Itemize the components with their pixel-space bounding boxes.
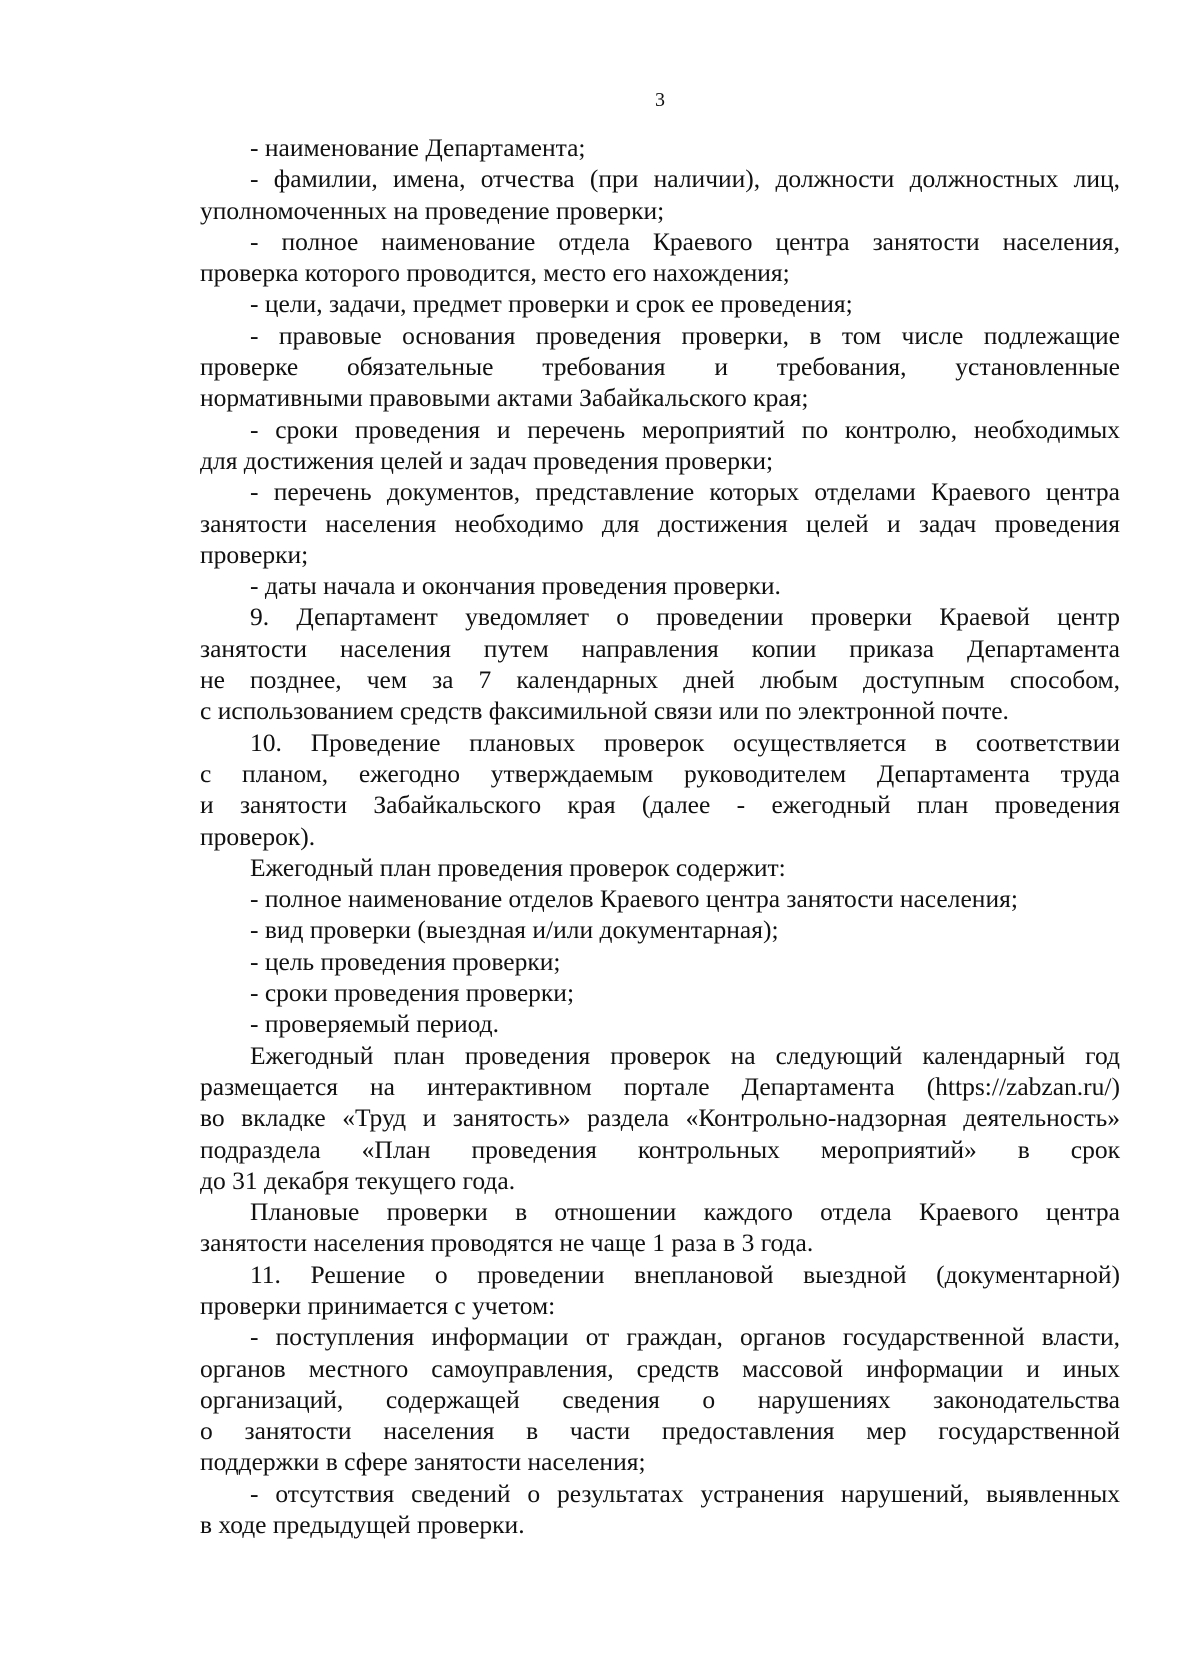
paragraph	[200, 601, 1120, 726]
text-line: - фамилии, имена, отчества (при наличии), должности должностных лиц,	[250, 164, 1120, 194]
paragraph	[200, 1196, 1120, 1259]
text-line: в ходе предыдущей проверки.	[200, 1510, 525, 1540]
text-line: о занятости населения в части предоставления мер государственной	[200, 1416, 1120, 1446]
text-line: не позднее, чем за 7 календарных дней любым доступным способом,	[200, 665, 1120, 695]
text-line: занятости населения необходимо для достижения целей и задач проведения	[200, 508, 1120, 538]
text-line: подраздела «План проведения контрольных мероприятий» в срок	[200, 1134, 1120, 1164]
paragraph	[200, 1259, 1120, 1322]
text-line: Ежегодный план проведения проверок содержит:	[250, 852, 786, 882]
paragraph	[200, 1040, 1120, 1196]
text-line: размещается на интерактивном портале Департамента (https://zabzan.ru/)	[200, 1071, 1120, 1101]
text-line: Ежегодный план проведения проверок на следующий календарный год	[250, 1040, 1120, 1070]
paragraph	[200, 1478, 1120, 1541]
paragraph	[200, 226, 1120, 289]
text-line: проверок).	[200, 821, 316, 851]
paragraph	[200, 1008, 1120, 1039]
text-line: организаций, содержащей сведения о нарушениях законодательства	[200, 1384, 1120, 1414]
paragraph	[200, 914, 1120, 945]
paragraph	[200, 414, 1120, 477]
text-line: занятости населения путем направления копии приказа Департамента	[200, 633, 1120, 663]
text-line: - полное наименование отдела Краевого центра занятости населения,	[250, 226, 1120, 256]
text-line: - цели, задачи, предмет проверки и срок ее проведения;	[250, 289, 853, 319]
paragraph	[200, 570, 1120, 601]
text-line: 11. Решение о проведении внеплановой выездной (документарной)	[250, 1259, 1120, 1289]
text-line: проверки принимается с учетом:	[200, 1290, 556, 1320]
text-line: во вкладке «Труд и занятость» раздела «Контрольно-надзорная деятельность»	[200, 1103, 1120, 1133]
paragraph	[200, 320, 1120, 414]
text-line: до 31 декабря текущего года.	[200, 1165, 516, 1195]
document-body	[200, 132, 1120, 1540]
text-line: с использованием средств факсимильной связи или по электронной почте.	[200, 696, 1009, 726]
paragraph	[200, 476, 1120, 570]
text-line: и занятости Забайкальского края (далее - ежегодный план проведения	[200, 790, 1120, 820]
text-line: для достижения целей и задач проведения проверки;	[200, 445, 774, 475]
text-line: - полное наименование отделов Краевого центра занятости населения;	[250, 884, 1018, 914]
text-line: проверка которого проводится, место его нахождения;	[200, 258, 790, 288]
paragraph	[200, 852, 1120, 883]
text-line: занятости населения проводятся не чаще 1 раза в 3 года.	[200, 1228, 814, 1258]
text-line: 10. Проведение плановых проверок осуществляется в соответствии	[250, 727, 1120, 757]
text-line: с планом, ежегодно утверждаемым руководителем Департамента труда	[200, 758, 1120, 788]
paragraph	[200, 1321, 1120, 1477]
text-line: - даты начала и окончания проведения проверки.	[250, 571, 781, 601]
text-line: - проверяемый период.	[250, 1009, 500, 1039]
text-line: - вид проверки (выездная и/или документарная);	[250, 915, 779, 945]
paragraph	[200, 883, 1120, 914]
text-line: - отсутствия сведений о результатах устранения нарушений, выявленных	[250, 1478, 1120, 1508]
paragraph	[200, 977, 1120, 1008]
text-line: - поступления информации от граждан, органов государственной власти,	[250, 1322, 1120, 1352]
text-line: - наименование Департамента;	[250, 133, 586, 162]
text-line: - правовые основания проведения проверки, в том числе подлежащие	[250, 320, 1120, 350]
text-line: - сроки проведения проверки;	[250, 978, 575, 1008]
text-line: поддержки в сфере занятости населения;	[200, 1447, 646, 1477]
text-line: органов местного самоуправления, средств массовой информации и иных	[200, 1353, 1120, 1383]
text-line: 9. Департамент уведомляет о проведении проверки Краевой центр	[250, 602, 1120, 632]
text-line: - сроки проведения и перечень мероприятий по контролю, необходимых	[250, 414, 1120, 444]
text-line: - перечень документов, представление которых отделами Краевого центра	[250, 477, 1120, 507]
page-number: 3	[655, 89, 665, 111]
text-line: проверке обязательные требования и требования, установленные	[200, 352, 1120, 382]
paragraph	[200, 946, 1120, 977]
text-line: проверки;	[200, 539, 309, 569]
paragraph	[200, 727, 1120, 852]
text-line: нормативными правовыми актами Забайкальского края;	[200, 383, 809, 413]
paragraph	[200, 132, 1120, 163]
text-line: - цель проведения проверки;	[250, 946, 561, 976]
paragraph	[200, 163, 1120, 226]
text-line: Плановые проверки в отношении каждого отдела Краевого центра	[250, 1197, 1120, 1227]
paragraph	[200, 288, 1120, 319]
text-line: уполномоченных на проведение проверки;	[200, 195, 665, 225]
